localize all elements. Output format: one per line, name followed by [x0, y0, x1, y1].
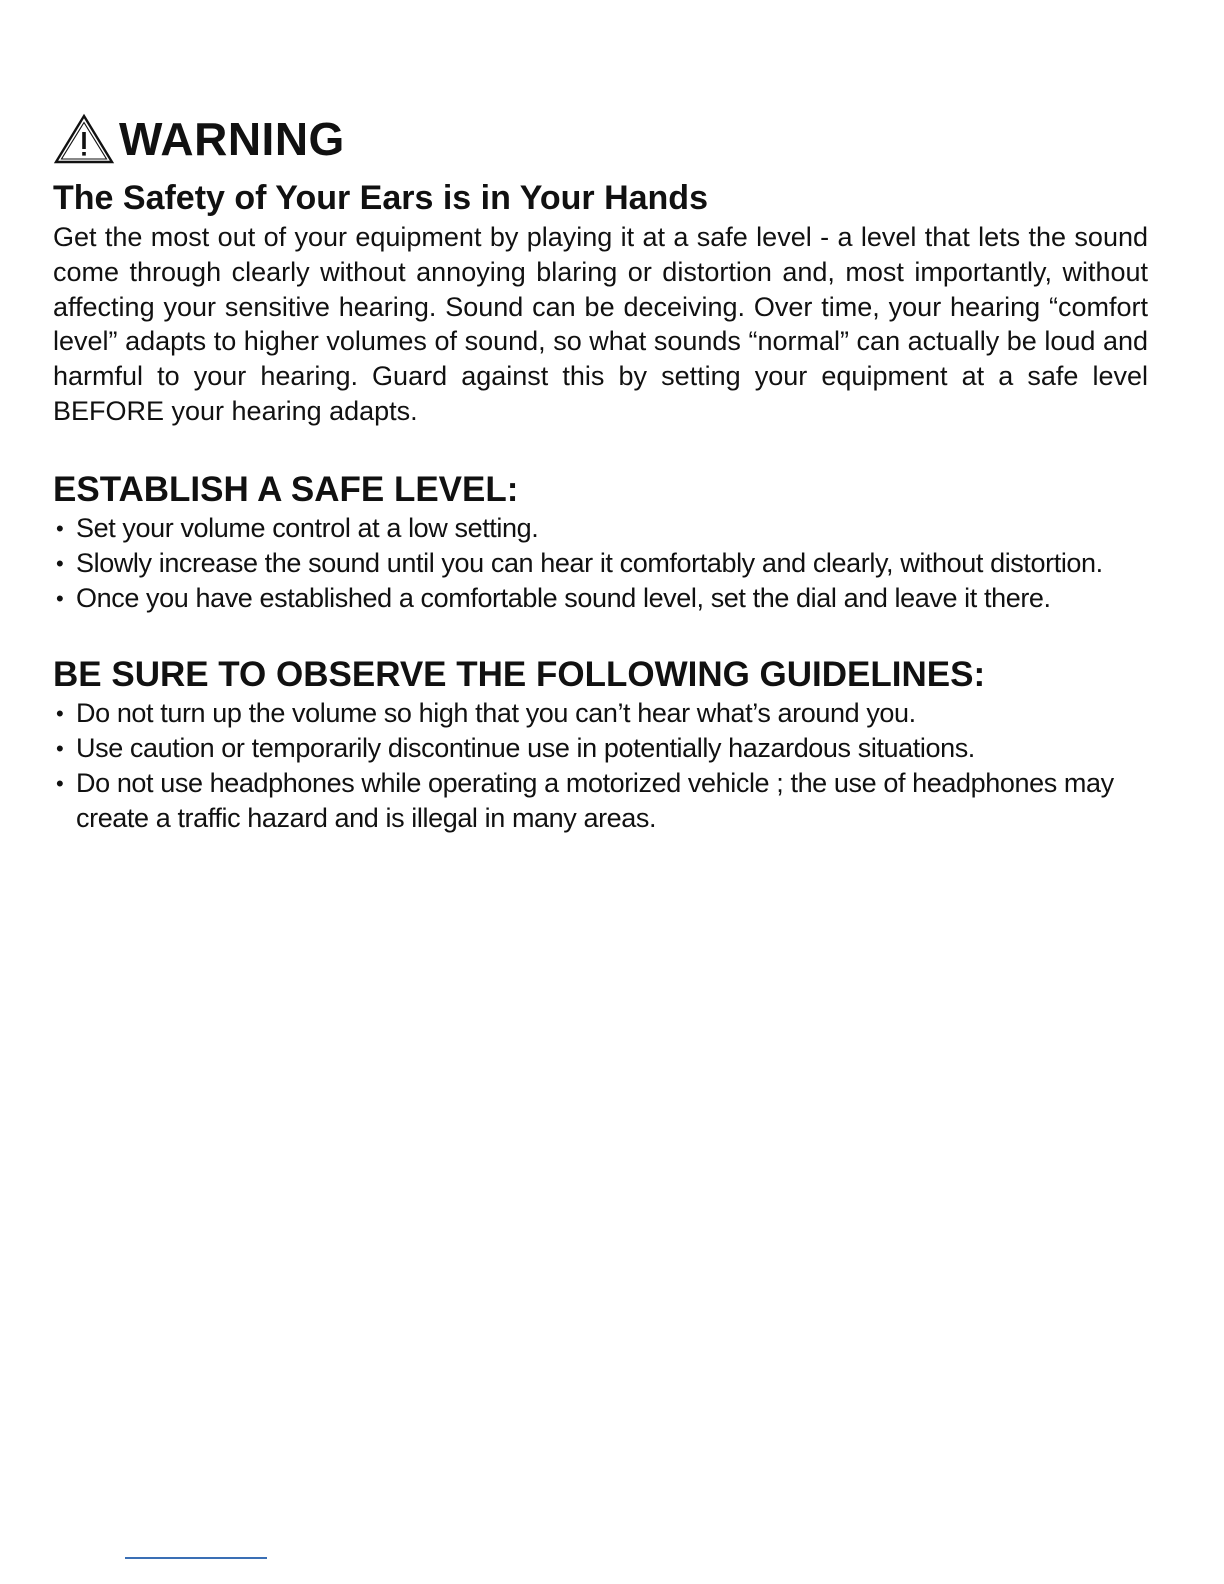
warning-page: [53, 108, 1153, 836]
list-item: • Once you have established a comfortable sound level, set the dial and leave it there.: [53, 581, 1153, 616]
guidelines-heading: BE SURE TO OBSERVE THE FOLLOWING GUIDELINES:: [53, 654, 986, 694]
list-item: • Use caution or temporarily discontinue use in potentially hazardous situations.: [53, 731, 1153, 766]
bullet-icon: •: [56, 550, 64, 576]
bullet-icon: •: [56, 515, 64, 541]
list-item: • Do not turn up the volume so high that you can’t hear what’s around you.: [53, 696, 1153, 731]
list-item: • Do not use headphones while operating a motorized vehicle ; the use of headphones may create a traffic hazard and is illegal in many areas.: [56, 767, 1114, 833]
list-item: • Slowly increase the sound until you can hear it comfortably and clearly, without distortion.: [53, 546, 1153, 581]
warning-header: [53, 108, 1153, 170]
safety-subtitle: The Safety of Your Ears is in Your Hands: [53, 179, 708, 217]
warning-triangle-icon: [53, 113, 115, 165]
bullet-icon: •: [56, 770, 64, 796]
bullet-icon: •: [56, 700, 64, 726]
bullet-icon: •: [56, 585, 64, 611]
guidelines-list: [53, 696, 1153, 836]
footer-rule: [125, 1557, 267, 1559]
establish-list: [53, 511, 1153, 616]
intro-paragraph: Get the most out of your equipment by playing it at a safe level - a level that lets the sound come through clearly without annoying blaring or distortion and, most importantly, without affecting your sensitive hearing. Sound can be deceiving. Over time, your hearing “comfort level” adapts to higher volumes of sound, so what sounds “normal” can actually be loud and harmful to your hearing. Guard against this by setting your equipment at a safe level BEFORE your hearing adapts.: [53, 222, 1148, 426]
warning-title: WARNING: [119, 113, 345, 165]
list-item: • Set your volume control at a low setting.: [53, 511, 1153, 546]
establish-heading: ESTABLISH A SAFE LEVEL:: [53, 469, 519, 509]
bullet-icon: •: [56, 735, 64, 761]
